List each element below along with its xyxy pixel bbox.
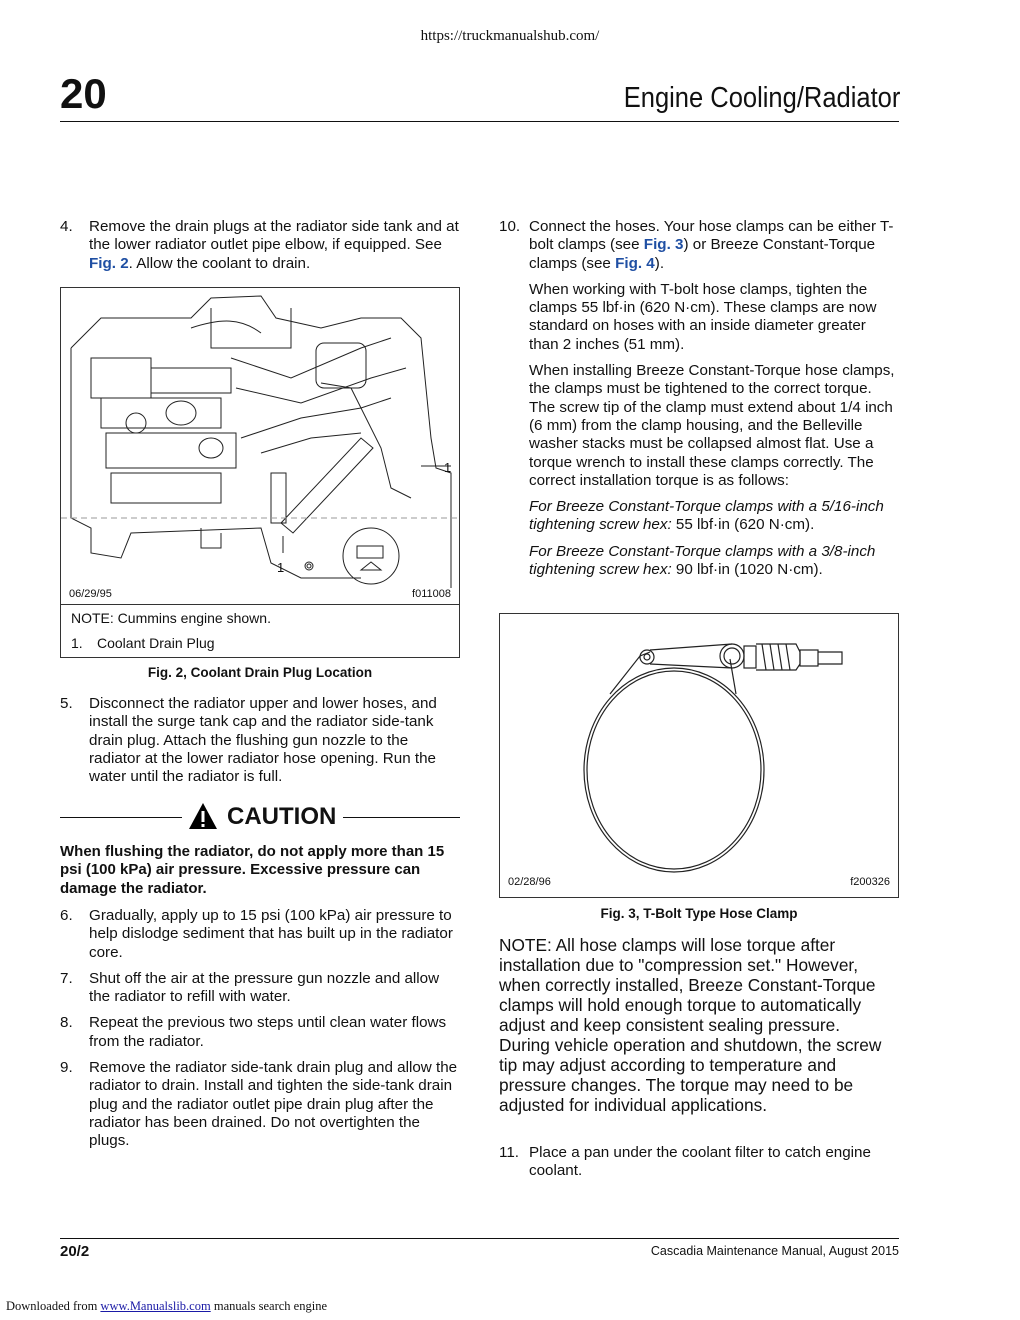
right-column-lower <box>499 1144 899 1181</box>
step-text: Connect the hoses. Your hose clamps can be either T-bolt clamps (see <box>529 218 894 254</box>
download-notice <box>6 1299 327 1314</box>
step-number: 4. <box>60 218 73 235</box>
caution-rule-left <box>60 817 182 818</box>
fig3-link[interactable]: Fig. 3 <box>643 236 684 254</box>
caution-text: When flushing the radiator, do not apply more than 15 psi (100 kPa) air pressure. Excessive pressure can damage the radiator. <box>60 843 445 897</box>
torque-3-8-paragraph <box>529 543 899 580</box>
step-text: ) or Breeze Constant-Torque clamps (see <box>529 236 876 272</box>
step-10 <box>499 218 899 273</box>
step-text: Shut off the air at the pressure gun nozzle and allow the radiator to refill with water. <box>89 969 440 1006</box>
figure-code: f200326 <box>850 876 890 888</box>
figure-2-caption: Fig. 2, Coolant Drain Plug Location <box>147 665 373 680</box>
step-number: 9. <box>60 1059 73 1077</box>
figure-3-box <box>499 613 899 898</box>
chapter-number: 20 <box>60 70 107 117</box>
step-number: 6. <box>60 907 73 924</box>
figure-date: 06/29/95 <box>69 588 112 600</box>
step-text: Remove the drain plugs at the radiator side tank and at the lower radiator outlet pipe elbow, if equipped. See <box>89 218 459 254</box>
step-4 <box>60 218 460 273</box>
left-column-steps <box>60 907 460 1151</box>
right-column <box>499 218 899 579</box>
step-text: ). <box>654 254 665 272</box>
step-number: 5. <box>60 695 73 712</box>
step-6 <box>60 907 460 962</box>
step-text: Gradually, apply up to 15 psi (100 kPa) air pressure to help dislodge sediment that has built up in the radiator core. <box>89 907 453 961</box>
step-5 <box>60 695 460 786</box>
step-number: 11. <box>499 1144 519 1161</box>
step-text: . Allow the coolant to drain. <box>128 254 311 272</box>
figure-legend-text: Coolant Drain Plug <box>97 635 215 651</box>
step-9 <box>60 1059 460 1150</box>
step-number: 7. <box>60 969 73 987</box>
warning-icon <box>188 802 218 830</box>
header-rule <box>60 121 899 122</box>
figure-note: NOTE: Cummins engine shown. <box>71 610 271 626</box>
torque-5-16-label: For Breeze Constant-Torque clamps with a 5/16-inch tightening screw hex: <box>529 498 884 534</box>
manual-title: Cascadia Maintenance Manual, August 2015 <box>650 1244 899 1258</box>
step-text: Disconnect the radiator upper and lower hoses, and install the surge tank cap and the radiator side-tank drain plug. Attach the flushing gun nozzle to the radiator at the lower radiator hose opening. Run the water until the radiator is full. <box>89 695 437 786</box>
step-number: 8. <box>60 1014 73 1032</box>
step-11 <box>499 1144 899 1181</box>
callout-1-upper: 1 <box>444 460 452 475</box>
compression-note: NOTE: All hose clamps will lose torque after installation due to "compression set." However, when correctly installed, Breeze Constant-Torque clamps will hold enough torque to automatically adjust and keep consistent sealing pressure. During vehicle operation and shutdown, the screw tip may adjust according to temperature and pressure changes. The torque may need to be adjusted for individual applications. <box>499 935 882 1115</box>
fig4-link[interactable]: Fig. 4 <box>615 254 655 272</box>
tbolt-paragraph: When working with T-bolt hose clamps, tighten the clamps 55 lbf·in (620 N·cm). These clamps are now standard on hoses with an inside diameter greater than 2 inches (51 mm). <box>529 280 877 353</box>
download-prefix: Downloaded from <box>6 1299 101 1313</box>
step-text: Place a pan under the coolant filter to catch engine coolant. <box>529 1144 871 1180</box>
figure-3-caption: Fig. 3, T-Bolt Type Hose Clamp <box>600 906 798 921</box>
step-text: Remove the radiator side-tank drain plug and allow the radiator to drain. Install and tighten the side-tank drain plug and the radiator outlet pipe drain plug after the radiator has been drained. Do not overtighten the plugs. <box>89 1059 458 1150</box>
figure-legend-number: 1. <box>71 635 83 651</box>
manualslib-link[interactable]: www.Manualslib.com <box>100 1299 211 1313</box>
step-8 <box>60 1014 460 1051</box>
step-7 <box>60 970 460 1007</box>
caution-rule-right <box>343 817 460 818</box>
source-url: https://truckmanualshub.com/ <box>420 28 600 44</box>
torque-3-8-label: For Breeze Constant-Torque clamps with a 3/8-inch tightening screw hex: <box>529 542 876 579</box>
step-number: 10. <box>499 218 521 235</box>
callout-1-lower: 1 <box>277 560 285 575</box>
caution-label: CAUTION <box>227 803 337 830</box>
torque-3-8-value: 90 lbf·in (1020 N·cm). <box>671 561 823 579</box>
engine-illustration <box>61 288 459 598</box>
footer-rule <box>60 1238 899 1239</box>
figure-date: 02/28/96 <box>508 876 551 888</box>
breeze-paragraph: When installing Breeze Constant-Torque hose clamps, the clamps must be tightened to the correct torque. The screw tip of the clamp must extend about 1/4 inch (6 mm) from the clamp housing, and the Belleville washer stacks must be collapsed almost flat. Use a torque wrench to install these clamps correctly. The correct installation torque is as follows: <box>529 362 895 489</box>
page-number: 20/2 <box>60 1243 90 1260</box>
tbolt-clamp-illustration <box>500 614 898 897</box>
download-suffix: manuals search engine <box>210 1299 327 1313</box>
left-column <box>60 218 460 273</box>
figure-2-box <box>60 287 460 658</box>
step-text: Repeat the previous two steps until clean water flows from the radiator. <box>89 1014 447 1050</box>
torque-5-16-paragraph <box>529 498 899 535</box>
figure-divider <box>61 604 459 605</box>
left-column-lower <box>60 695 460 786</box>
page-title: Engine Cooling/Radiator <box>623 82 900 114</box>
torque-5-16-value: 55 lbf·in (620 N·cm). <box>671 516 815 534</box>
fig2-link[interactable]: Fig. 2 <box>89 254 129 272</box>
figure-code: f011008 <box>412 588 451 600</box>
